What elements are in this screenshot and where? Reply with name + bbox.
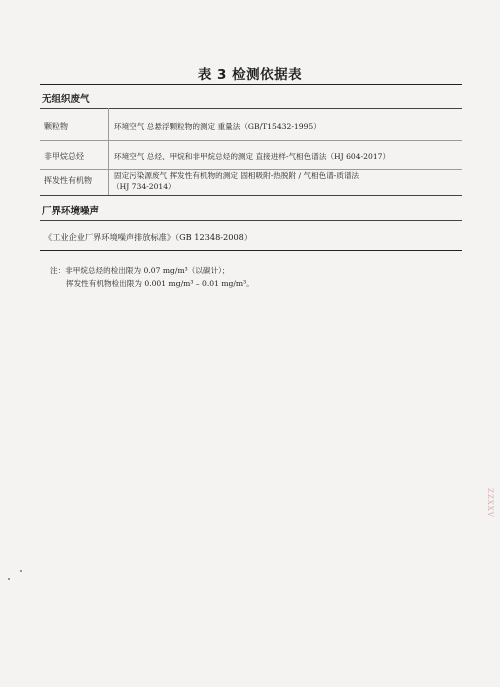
row-divider [40, 140, 462, 141]
note-line-2: 挥发性有机物检出限为 0.001 mg/m³ – 0.01 mg/m³。 [66, 279, 254, 288]
row-method-voc-line2: （HJ 734-2014） [112, 182, 176, 191]
noise-standard: 《工业企业厂界环境噪声排放标准》（GB 12348-2008） [44, 232, 253, 242]
row-method-voc-line1: 固定污染源废气 挥发性有机物的测定 固相吸附-热脱附 / 气相色谱-质谱法 [114, 171, 360, 180]
table-top-rule [40, 84, 462, 85]
section-rule [40, 108, 462, 109]
section-rule [40, 195, 462, 196]
margin-seal-mark: ZZXXV [486, 488, 494, 518]
row-label-voc: 挥发性有机物 [44, 176, 92, 185]
row-label-particulate: 颗粒物 [44, 122, 68, 131]
table-bottom-rule [40, 250, 462, 251]
column-divider [108, 108, 109, 195]
row-label-nmhc: 非甲烷总烃 [44, 152, 84, 161]
note-line-1: 注：非甲烷总烃的检出限为 0.07 mg/m³（以碳计）； [50, 266, 230, 275]
section-heading-air: 无组织废气 [42, 94, 90, 105]
scan-speck [20, 570, 22, 572]
row-method-particulate: 环境空气 总悬浮颗粒物的测定 重量法（GB/T15432-1995） [114, 122, 321, 131]
scan-speck [8, 578, 10, 580]
row-method-nmhc: 环境空气 总烃、甲烷和非甲烷总烃的测定 直接进样-气相色谱法（HJ 604-2017） [114, 152, 391, 161]
section-heading-noise: 厂界环境噪声 [42, 206, 100, 217]
table-title: 表 3 检测依据表 [197, 67, 303, 83]
section-rule [40, 220, 462, 221]
